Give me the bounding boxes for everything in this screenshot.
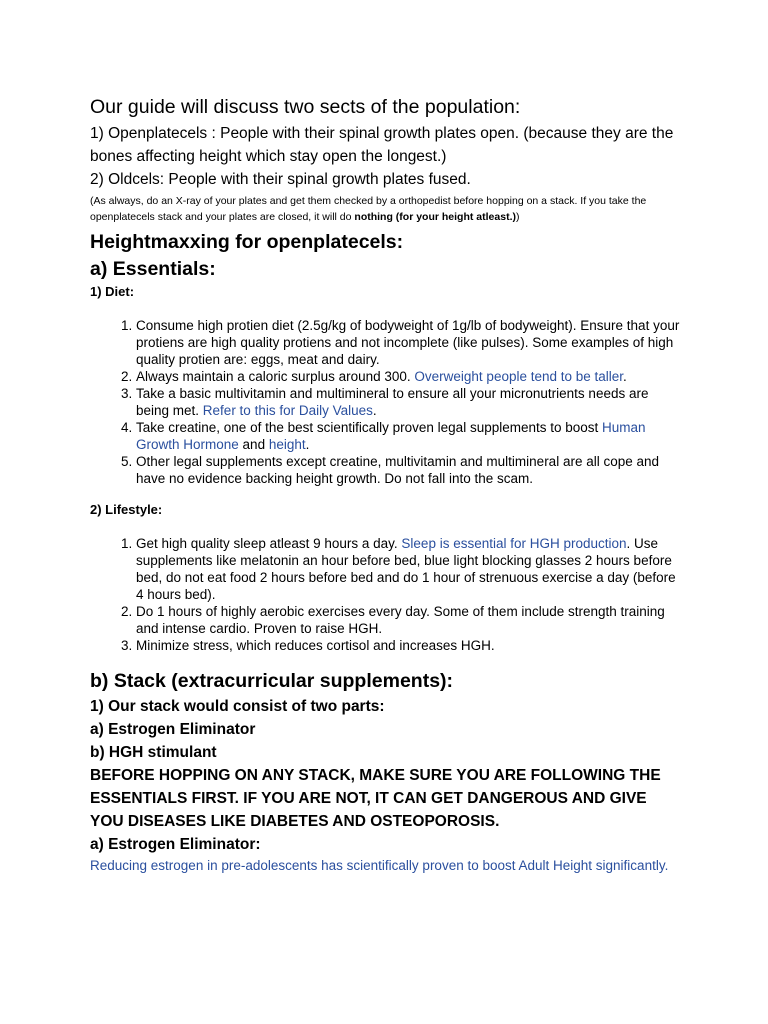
- list-item: [136, 368, 680, 385]
- list-item: [136, 535, 680, 603]
- intro-item-oldcels: 2) Oldcels: People with their spinal growth plates fused.: [90, 171, 471, 188]
- lifestyle-list: [90, 535, 680, 654]
- xray-note: [90, 193, 680, 225]
- openplatecels-title: Heightmaxxing for openplatecels:: [90, 231, 404, 253]
- diet-heading: 1) Diet:: [90, 284, 135, 299]
- list-item: [136, 385, 680, 419]
- list-item-text: Take a basic multivitamin and multimineral to ensure all your micronutrients needs are being met.: [136, 386, 649, 418]
- list-item-end: .: [623, 369, 627, 384]
- document-page: [90, 94, 680, 876]
- estrogen-height-link[interactable]: Reducing estrogen in pre-adolescents has scientifically proven to boost Adult Height significantly.: [90, 858, 669, 873]
- stack-part-b: b) HGH stimulant: [90, 744, 217, 761]
- stack-part-a: a) Estrogen Eliminator: [90, 721, 256, 738]
- list-item: 5. Other legal supplements except creatine, multivitamin and multimineral are all cope and have no evidence backing height growth. Do not fall into the scam.: [136, 453, 680, 487]
- list-item: 2. Do 1 hours of highly aerobic exercises every day. Some of them include strength training and intense cardio. Proven to raise HGH.: [136, 603, 680, 637]
- list-item-end: .: [372, 403, 377, 418]
- stack-warning: BEFORE HOPPING ON ANY STACK, MAKE SURE YOU ARE FOLLOWING THE ESSENTIALS FIRST. IF YOU ARE NOT, IT CAN GET DANGEROUS AND GIVE YOU DISEASES LIKE DIABETES AND OSTEOPOROSIS.: [90, 767, 661, 830]
- list-item: 3. Minimize stress, which reduces cortisol and increases HGH.: [136, 637, 680, 654]
- height-link[interactable]: height: [268, 437, 306, 452]
- list-item-rest: . Use supplements like melatonin an hour before bed, blue light blocking glasses 2 hours before bed, do not eat food 2 hours before bed and do 1 hour of strenuous exercise a day (before 4 hours bed).: [136, 536, 676, 602]
- xray-note-bold: nothing (for your height atleast.): [354, 211, 516, 223]
- list-item-text: Always maintain a caloric surplus around 300.: [136, 369, 415, 384]
- list-item-text: Take creatine, one of the best scientifically proven legal supplements to boost: [136, 420, 603, 435]
- diet-list: [90, 317, 680, 487]
- list-item: 1. Consume high protien diet (2.5g/kg of bodyweight of 1g/lb of bodyweight). Ensure that your protiens are high quality protiens and not incomplete (like pulses). Some examples of high quality protien are: eggs, meat and dairy.: [136, 317, 680, 368]
- hgh-link[interactable]: Human Growth Hormone: [136, 420, 646, 452]
- intro-heading: Our guide will discuss two sects of the population:: [90, 96, 521, 118]
- stack-parts-heading: 1) Our stack would consist of two parts:: [90, 698, 385, 715]
- list-item: [136, 419, 680, 453]
- essentials-heading: a) Essentials:: [90, 258, 216, 280]
- lifestyle-heading: 2) Lifestyle:: [90, 502, 163, 517]
- estrogen-heading: a) Estrogen Eliminator:: [90, 836, 261, 853]
- xray-note-text: (As always, do an X-ray of your plates and get them checked by a orthopedist before hopping on a stack. If you take the openplatecels stack and your plates are closed, it will do: [90, 195, 647, 223]
- sleep-hgh-link[interactable]: Sleep is essential for HGH production: [401, 536, 627, 551]
- stack-title: b) Stack (extracurricular supplements):: [90, 670, 454, 692]
- list-item-end: .: [305, 437, 310, 452]
- list-item-and: and: [238, 437, 269, 452]
- xray-note-end: ): [515, 211, 520, 223]
- list-item-text: Get high quality sleep atleast 9 hours a day.: [136, 536, 402, 551]
- daily-values-link[interactable]: Refer to this for Daily Values: [202, 403, 373, 418]
- overweight-taller-link[interactable]: Overweight people tend to be taller: [414, 369, 624, 384]
- intro-item-openplatecels: 1) Openplatecels : People with their spinal growth plates open. (because they are the bones affecting height which stay open the longest.): [90, 125, 674, 165]
